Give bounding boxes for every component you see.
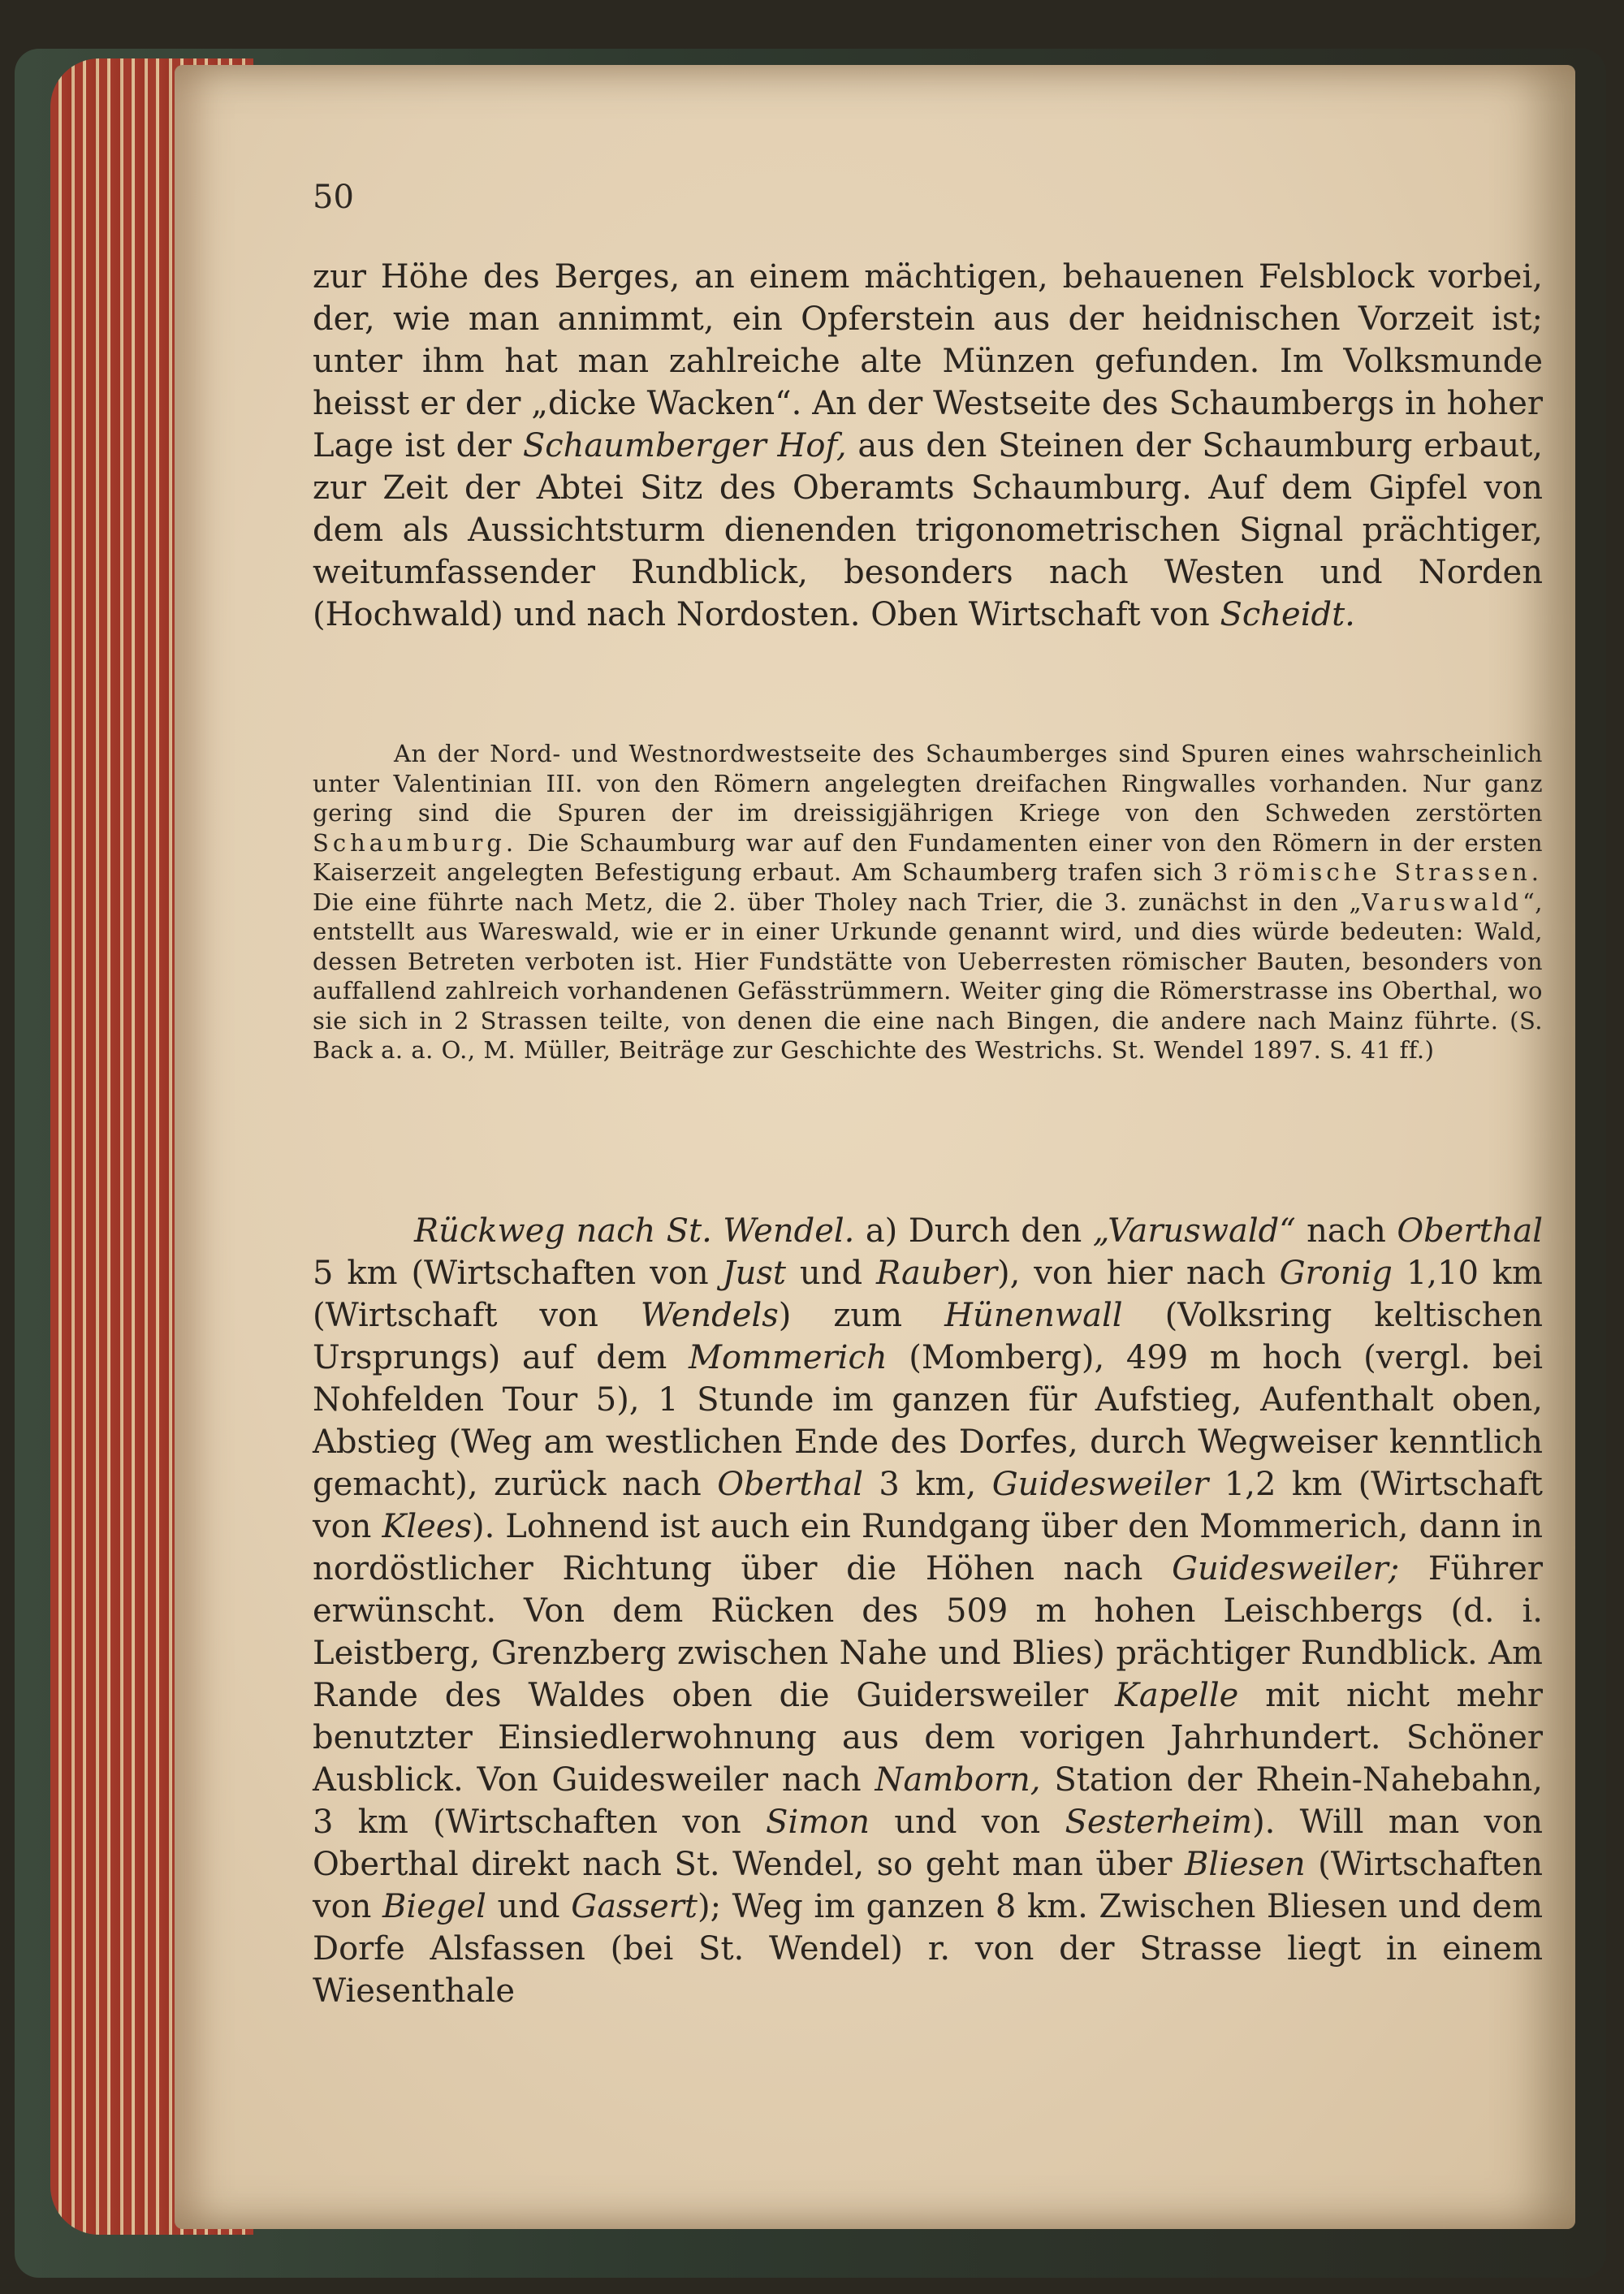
name-biegel: Biegel xyxy=(382,1888,486,1925)
paragraph-schaumberg xyxy=(313,256,1543,636)
place-huenenwall: Hünenwall xyxy=(944,1297,1123,1334)
note-spaced-varuswald: Varuswald xyxy=(1362,888,1522,916)
footnote-block xyxy=(313,739,1543,1065)
name-klees: Klees xyxy=(382,1508,472,1545)
heading-rueckweg: Rückweg nach St. Wendel. xyxy=(414,1212,855,1250)
page-number: 50 xyxy=(313,179,354,216)
note-text-2: Die Schaumburg war auf den Fundamenten einer von den Römern in der ersten Kaiserzeit angelegten Befestigung erbaut. Am Schaumberg trafen sich 3 xyxy=(313,828,1543,886)
place-bliesen: Bliesen xyxy=(1185,1846,1306,1883)
place-guidesweiler: Guidesweiler xyxy=(991,1466,1209,1503)
place-guidesweiler-2: Guidesweiler; xyxy=(1172,1550,1400,1588)
name-wendels: Wendels xyxy=(640,1297,779,1334)
place-gronig: Gronig xyxy=(1279,1255,1393,1292)
name-simon: Simon xyxy=(766,1804,870,1841)
place-oberthal: Oberthal xyxy=(1397,1212,1544,1250)
name-just: Just xyxy=(722,1255,786,1292)
place-kapelle: Kapelle xyxy=(1115,1677,1239,1714)
note-spaced-strassen: römische Strassen. xyxy=(1238,858,1544,886)
place-oberthal-2: Oberthal xyxy=(717,1466,863,1503)
para1-text-1: zur Höhe des Berges, an einem mächtigen, behauenen Felsblock vorbei, der, wie man annimmt, ein Opferstein aus der heidnischen Vorzeit ist; unter ihm hat man zahlreiche alte Münzen gefunden. Im Volksmunde heisst er der „dicke Wacken“. An der Westseite des Schaumbergs in hoher Lage ist der xyxy=(313,258,1543,464)
paragraph-rueckweg: Rückweg nach St. Wendel. a) Durch den „Varuswald“ nach Oberthal 5 km (Wirtschaften von Just und Rauber), von hier nach Gronig 1,10 km (Wirtschaft von Wendels) zum Hünenwall (Volksring keltischen Ursprungs) auf dem Mommerich (Momberg), 499 m hoch (vergl. bei Nohfelden Tour 5), 1 Stunde im ganzen für Aufstieg, Aufenthalt oben, Abstieg (Weg am westlichen Ende des Dorfes, durch Wegweiser kenntlich gemacht), zurück nach Oberthal 3 km, Guidesweiler 1,2 km (Wirtschaft von Klees). Lohnend ist auch ein Rundgang über den Mommerich, dann in nordöstlicher Richtung über die Höhen nach Guidesweiler; Führer erwünscht. Von dem Rücken des 509 m hohen Leischbergs (d. i. Leistberg, Grenzberg zwischen Nahe und Blies) prächtiger Rundblick. Am Rande des Waldes oben die Guidersweiler Kapelle mit nicht mehr benutzter Einsiedlerwohnung aus dem vorigen Jahrhundert. Schöner Ausblick. Von Guidesweiler nach Namborn, Station der Rhein-Nahebahn, 3 km (Wirtschaften von Simon und von Sesterheim). Will man von Oberthal direkt nach St. Wendel, so geht man über Bliesen (Wirtschaften von Biegel und Gassert); Weg im ganzen 8 km. Zwischen Bliesen und dem Dorfe Alsfassen (bei St. Wendel) r. von der Strasse liegt in einem Wiesenthale xyxy=(313,1212,1544,2010)
place-varuswald: „Varuswald“ xyxy=(1092,1212,1296,1250)
place-namborn: Namborn, xyxy=(875,1761,1041,1799)
note-text-4: “, entstellt aus Wareswald, wie er in einer Urkunde genannt wird, und dies würde bedeuten: Wald, dessen Betreten verboten ist. Hier Fundstätte von Ueberresten römischer Bauten, besonders von auffallend zahlreich vorhandenen Gefässtrümmern. Weiter ging die Römerstrasse ins Oberthal, wo sie sich in 2 Strassen teilte, von denen die eine nach Bingen, die andere nach Mainz führte. (S. Back a. a. O., M. Müller, Beiträge zur Geschichte des Westrichs. St. Wendel 1897. S. 41 ff.) xyxy=(313,888,1543,1064)
name-scheidt: Scheidt. xyxy=(1220,596,1355,633)
note-text-3: Die eine führte nach Metz, die 2. über Tholey nach Trier, die 3. zunächst in den „ xyxy=(313,888,1362,916)
note-spaced-schaumburg: Schaumburg. xyxy=(313,828,518,857)
name-gassert: Gassert xyxy=(571,1888,698,1925)
place-schaumberger-hof: Schaumberger Hof, xyxy=(522,427,847,464)
name-sesterheim: Sesterheim xyxy=(1065,1804,1253,1841)
para1-text-2: aus den Steinen der Schaumburg erbaut, zur Zeit der Abtei Sitz des Oberamts Schaumburg. Auf dem Gipfel von dem als Aussichtsturm dienenden trigonometrischen Signal prächtiger, weitumfassender Rundblick, besonders nach Westen und Norden (Hochwald) und nach Nordosten. Oben Wirtschaft von xyxy=(313,427,1544,633)
note-text-1: An der Nord- und Westnordwestseite des Schaumberges sind Spuren eines wahrscheinlich unter Valentinian III. von den Römern angelegten dreifachen Ringwalles vorhanden. Nur ganz gering sind die Spuren der im dreissigjährigen Kriege von den Schweden zerstörten xyxy=(313,740,1543,827)
name-rauber: Rauber xyxy=(875,1255,998,1292)
place-mommerich: Mommerich xyxy=(688,1339,888,1376)
